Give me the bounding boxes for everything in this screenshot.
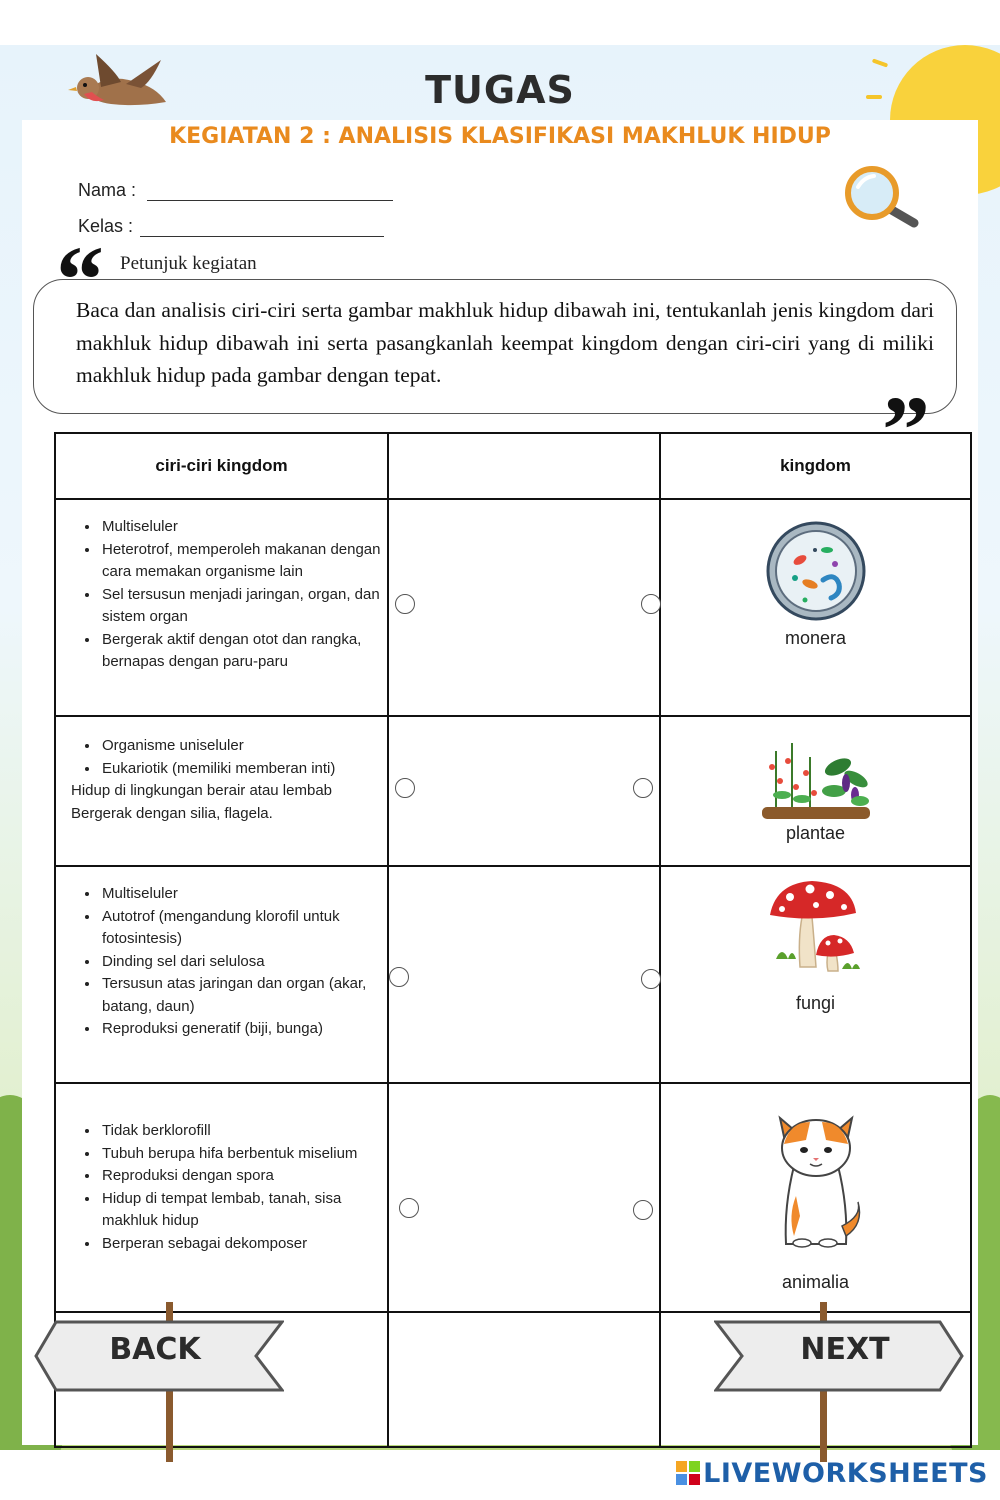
kingdom-label: fungi <box>795 993 836 1013</box>
traits-cell <box>55 866 388 1083</box>
header-kingdom: kingdom <box>660 433 971 499</box>
match-cell <box>388 716 660 866</box>
match-cell <box>388 866 660 1083</box>
instructions-label: Petunjuk kegiatan <box>120 253 257 274</box>
name-label: Nama : <box>78 180 137 200</box>
open-quote-icon: “ <box>56 226 104 333</box>
magnifier-icon <box>840 165 922 231</box>
traits-list <box>56 516 387 674</box>
close-quote-icon: ” <box>882 376 930 483</box>
traits-list <box>56 735 387 780</box>
trait-item: • Autotrof (mengandung klorofil untuk fotosintesis) <box>100 906 387 951</box>
match-cell <box>388 1083 660 1312</box>
trait-item: • Reproduksi dengan spora <box>100 1165 387 1188</box>
match-dot-left[interactable] <box>389 967 409 987</box>
mushroom-icon <box>768 879 864 979</box>
next-button[interactable] <box>714 1318 964 1390</box>
trait-item: • Dinding sel dari selulosa <box>100 951 387 974</box>
traits-cell <box>55 499 388 716</box>
trait-item: • Bergerak aktif dengan otot dan rangka, bernapas dengan paru-paru <box>100 629 387 674</box>
match-dot-left[interactable] <box>395 778 415 798</box>
trait-item: • Tidak berklorofill <box>100 1120 387 1143</box>
match-dot-right[interactable] <box>633 778 653 798</box>
match-cell <box>388 499 660 716</box>
traits-cell <box>55 1083 388 1312</box>
trait-item: • Tersusun atas jaringan dan organ (akar, batang, daun) <box>100 973 387 1018</box>
trait-item: • Multiseluler <box>100 883 387 906</box>
match-dot-right[interactable] <box>641 594 661 614</box>
trait-item: • Tubuh berupa hifa berbentuk miselium <box>100 1143 387 1166</box>
brand-name: LIVEWORKSHEETS <box>703 1458 988 1489</box>
match-dot-right[interactable] <box>641 969 661 989</box>
trait-text: Bergerak dengan silia, flagela. <box>71 804 273 822</box>
traits-cell <box>55 716 388 866</box>
kingdom-cell <box>660 499 971 716</box>
trait-item: • Berperan sebagai dekomposer <box>100 1233 387 1256</box>
sun-ray <box>872 58 888 67</box>
brand-icon <box>676 1461 700 1485</box>
instructions-text: Baca dan analisis ciri-ciri serta gambar makhluk hidup dibawah ini, tentukanlah jenis kingdom dari makhluk hidup dibawah ini serta pasangkanlah keempat kingdom dengan ciri-ciri yang di miliki makhluk hidup pada gambar dengan tepat. <box>76 298 934 387</box>
back-button[interactable] <box>34 1318 284 1390</box>
empty-cell <box>388 1312 660 1447</box>
class-label: Kelas : <box>78 216 134 236</box>
classification-table <box>54 432 972 1448</box>
trait-item: • Sel tersusun menjadi jaringan, organ, dan sistem organ <box>100 584 387 629</box>
brand-logo <box>676 1458 988 1489</box>
kingdom-cell <box>660 866 971 1083</box>
match-dot-left[interactable] <box>399 1198 419 1218</box>
page-title: TUGAS <box>425 68 575 112</box>
next-label: NEXT <box>800 1332 890 1367</box>
trait-item: • Multiseluler <box>100 516 387 539</box>
trait-text: Hidup di lingkungan berair atau lembab <box>71 782 333 799</box>
cat-icon <box>766 1106 866 1248</box>
class-field <box>78 216 384 237</box>
traits-list <box>56 883 387 1041</box>
header-match <box>388 433 660 499</box>
back-label: BACK <box>109 1332 201 1367</box>
match-dot-left[interactable] <box>395 594 415 614</box>
trait-item: • Heterotrof, memperoleh makanan dengan cara memakan organisme lain <box>100 539 387 584</box>
header-traits: ciri-ciri kingdom <box>55 433 388 499</box>
petri-dish-icon <box>765 520 867 622</box>
plants-icon <box>758 737 874 823</box>
kingdom-cell <box>660 1083 971 1312</box>
kingdom-cell <box>660 716 971 866</box>
traits-list <box>56 1120 387 1255</box>
kingdom-label: animalia <box>781 1272 850 1292</box>
trait-item: • Eukariotik (memiliki memberan inti) <box>100 758 387 781</box>
name-field <box>78 180 393 201</box>
trait-item: • Organisme uniseluler <box>100 735 387 758</box>
class-line[interactable] <box>140 236 384 237</box>
match-dot-right[interactable] <box>633 1200 653 1220</box>
name-line[interactable] <box>147 200 393 201</box>
trait-item: • Reproduksi generatif (biji, bunga) <box>100 1018 387 1041</box>
activity-subtitle: KEGIATAN 2 : ANALISIS KLASIFIKASI MAKHLUK HIDUP <box>169 124 831 149</box>
kingdom-label: monera <box>784 628 847 648</box>
trait-item: • Hidup di tempat lembab, tanah, sisa makhluk hidup <box>100 1188 387 1233</box>
kingdom-label: plantae <box>785 823 846 843</box>
